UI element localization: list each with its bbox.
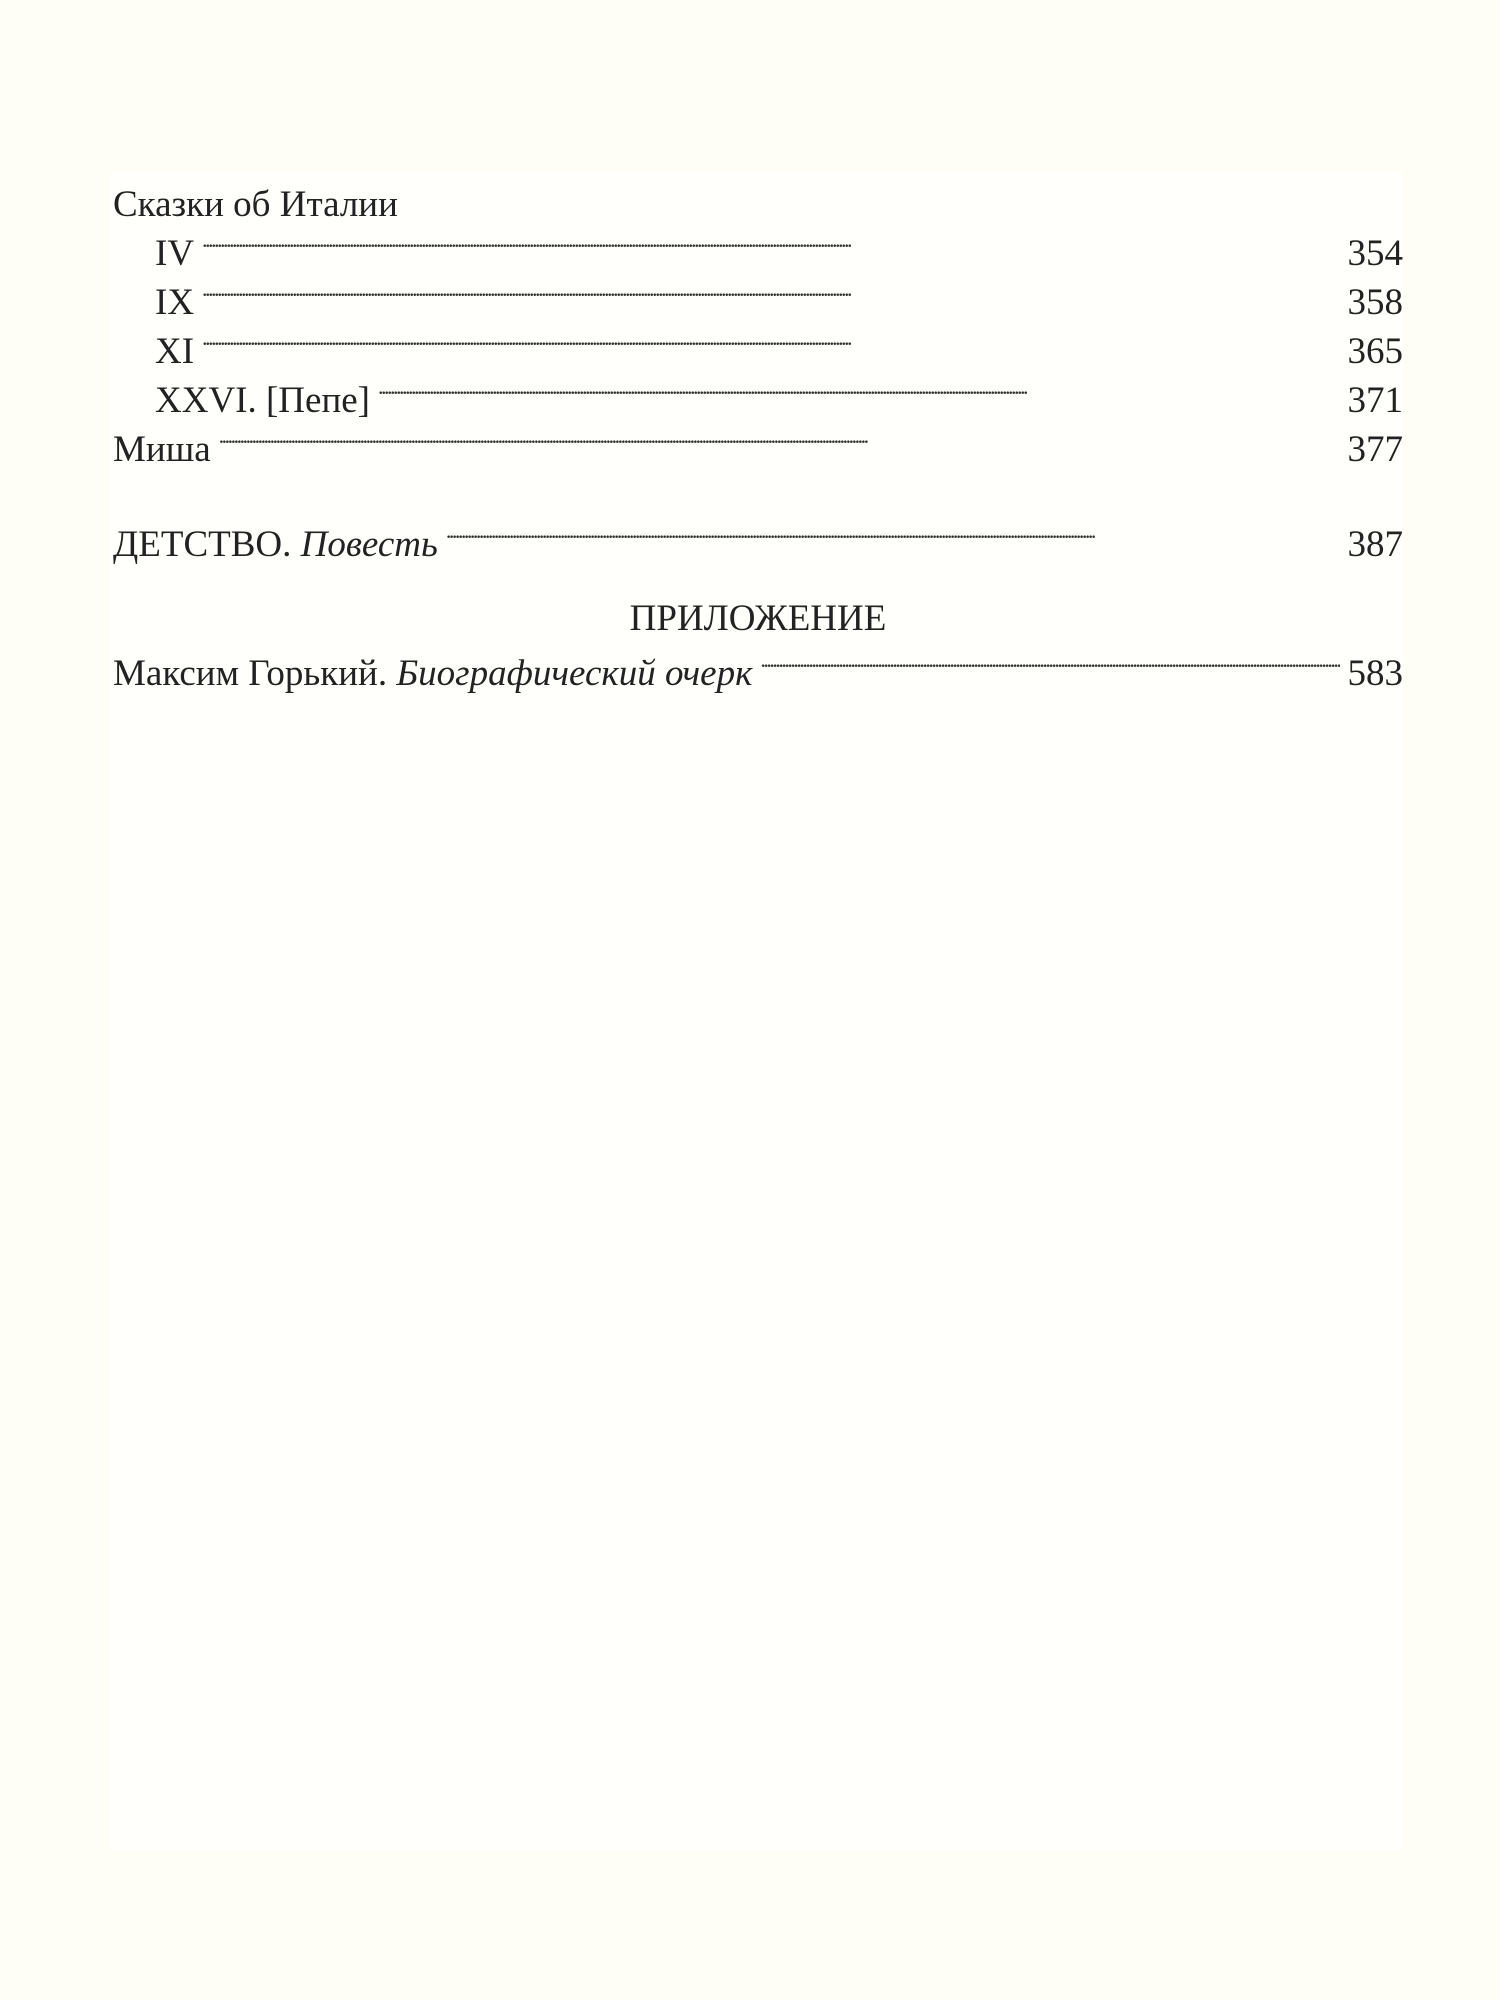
table-of-contents (113, 182, 1403, 697)
toc-entry-subtitle: Повесть (300, 524, 438, 565)
toc-entry-title: IX (155, 282, 195, 323)
toc-entry-page: 371 (1347, 380, 1403, 421)
toc-entry-page: 377 (1347, 429, 1403, 470)
toc-entry-title (113, 651, 752, 697)
toc-group-title: Сказки об Италии (113, 184, 398, 225)
spacer (113, 473, 1403, 519)
toc-entry-title: XXVI. [Пепе] (155, 380, 370, 421)
toc-entry[interactable] (113, 326, 1403, 375)
toc-entry-page: 387 (1347, 524, 1403, 565)
toc-entry-detstvo[interactable] (113, 519, 1403, 568)
toc-entry-title-main: Максим Горький. (113, 653, 388, 694)
dot-leader (202, 326, 1339, 363)
toc-entry-misha[interactable] (113, 424, 1403, 473)
toc-entry-title: IV (155, 233, 195, 274)
dot-leader (760, 648, 1339, 685)
toc-entry-title: Миша (113, 429, 211, 470)
toc-entry-page: 354 (1347, 233, 1403, 274)
toc-entry-title: XI (155, 331, 195, 372)
toc-entry-title (113, 522, 438, 568)
toc-entry[interactable] (113, 375, 1403, 424)
toc-entry[interactable] (113, 228, 1403, 277)
toc-entry-page: 365 (1347, 331, 1403, 372)
dot-leader (446, 519, 1340, 556)
dot-leader (202, 228, 1339, 265)
toc-group-title-row (113, 182, 1403, 228)
toc-entry-page: 583 (1347, 653, 1403, 694)
toc-entry[interactable] (113, 277, 1403, 326)
toc-entry-page: 358 (1347, 282, 1403, 323)
dot-leader (219, 424, 1340, 461)
dot-leader (378, 375, 1340, 412)
toc-entry-title-main: ДЕТСТВО. (113, 524, 292, 565)
dot-leader (202, 277, 1339, 314)
toc-entry-appendix[interactable] (113, 648, 1403, 697)
appendix-heading: ПРИЛОЖЕНИЕ (629, 598, 887, 639)
toc-entry-subtitle: Биографический очерк (396, 653, 753, 694)
